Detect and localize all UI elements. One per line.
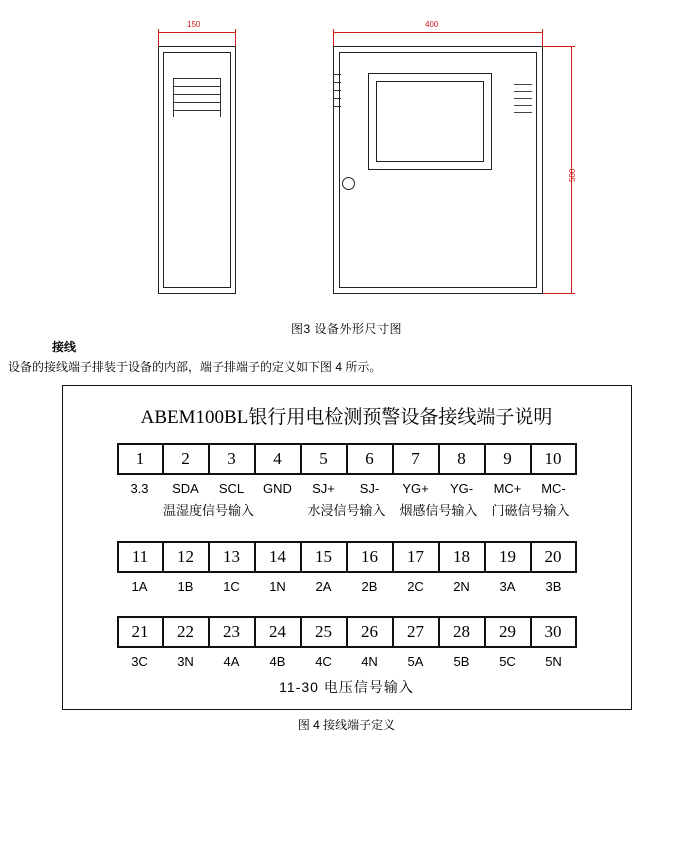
terminal-box[interactable]: 22 [163, 616, 209, 648]
terminal-label: 1N [269, 579, 286, 594]
dim-ext-line [543, 293, 571, 294]
terminal-label: MC- [541, 481, 566, 496]
terminal-label: SDA [172, 481, 199, 496]
terminal-box[interactable]: 28 [439, 616, 485, 648]
terminal-label: 2C [407, 579, 424, 594]
hinge-mark [333, 82, 341, 83]
terminal-box[interactable]: 14 [255, 541, 301, 573]
terminal-label: GND [263, 481, 292, 496]
terminal-box[interactable]: 8 [439, 443, 485, 475]
terminal-box[interactable]: 5 [301, 443, 347, 475]
terminal-box[interactable]: 20 [531, 541, 577, 573]
terminal-label: 3N [177, 654, 194, 669]
terminal-box[interactable]: 11 [117, 541, 163, 573]
terminal-label: MC+ [493, 481, 522, 496]
dim-label-front-width: 400 [425, 20, 439, 29]
dim-ext-line [235, 32, 236, 46]
terminal-label: 2N [453, 579, 470, 594]
terminal-label: 2A [315, 579, 332, 594]
louver-vent-icon [173, 78, 221, 116]
terminal-group-label-row [63, 500, 631, 519]
terminal-group-3 [63, 616, 631, 669]
dim-label-front-height: 500 [568, 168, 577, 182]
terminal-box[interactable]: 29 [485, 616, 531, 648]
terminal-number-row [63, 541, 631, 573]
terminal-box[interactable]: 10 [531, 443, 577, 475]
dim-line-side-width [158, 32, 236, 33]
terminal-label: 5B [453, 654, 470, 669]
terminal-label: 4B [269, 654, 286, 669]
terminal-box[interactable]: 7 [393, 443, 439, 475]
terminal-box[interactable]: 18 [439, 541, 485, 573]
terminal-box[interactable]: 27 [393, 616, 439, 648]
hinge-mark [333, 74, 341, 75]
terminal-box[interactable]: 15 [301, 541, 347, 573]
terminal-label: 4C [315, 654, 332, 669]
terminal-label: 3A [499, 579, 516, 594]
hinge-mark [333, 106, 341, 107]
terminal-label-row [63, 481, 631, 496]
terminal-box[interactable]: 21 [117, 616, 163, 648]
terminal-label: YG+ [402, 481, 429, 496]
terminal-label: 5A [407, 654, 424, 669]
dim-ext-line [158, 32, 159, 46]
terminal-bottom-note: 11-30 电压信号输入 [279, 679, 414, 695]
terminal-box[interactable]: 2 [163, 443, 209, 475]
terminal-label: 2B [361, 579, 378, 594]
terminal-box[interactable]: 13 [209, 541, 255, 573]
terminal-box[interactable]: 30 [531, 616, 577, 648]
terminal-box[interactable]: 16 [347, 541, 393, 573]
dim-ext-line [333, 32, 334, 46]
lock-knob-icon [342, 177, 355, 190]
terminal-box[interactable]: 9 [485, 443, 531, 475]
dim-label-side-width: 150 [187, 20, 201, 29]
hinge-mark [333, 98, 341, 99]
dim-line-front-width [333, 32, 543, 33]
terminal-label: 4N [361, 654, 378, 669]
terminal-group-label: 温湿度信号输入 [162, 503, 254, 518]
terminal-group-label: 水浸信号输入 [307, 503, 386, 518]
figure-4-caption: 图 4 接线端子定义 [297, 718, 396, 732]
terminal-box[interactable]: 17 [393, 541, 439, 573]
terminal-label: 3C [131, 654, 148, 669]
figure-4-terminal-block [62, 385, 632, 710]
terminal-box[interactable]: 6 [347, 443, 393, 475]
terminal-label: SJ- [359, 481, 380, 496]
figure-3-caption: 图3 设备外形尺寸图 [290, 322, 402, 336]
terminal-box[interactable]: 3 [209, 443, 255, 475]
terminal-label-row [63, 579, 631, 594]
terminal-box[interactable]: 12 [163, 541, 209, 573]
terminal-label: YG- [449, 481, 474, 496]
section-paragraph-wiring: 设备的接线端子排装于设备的内部，端子排端子的定义如下图 4 所示。 [8, 360, 382, 374]
hinge-mark [333, 90, 341, 91]
section-heading-wiring: 接线 [52, 340, 77, 354]
side-vent-icon [514, 84, 532, 114]
terminal-label: 1B [177, 579, 194, 594]
terminal-box[interactable]: 4 [255, 443, 301, 475]
terminal-label: 3B [545, 579, 562, 594]
terminal-label: 3.3 [130, 481, 149, 496]
terminal-box[interactable]: 26 [347, 616, 393, 648]
figure-4-title: ABEM100BL银行用电检测预警设备接线端子说明 [140, 407, 553, 428]
terminal-label: SCL [218, 481, 245, 496]
terminal-group-label: 烟感信号输入 [399, 503, 478, 518]
terminal-label-row [63, 654, 631, 669]
terminal-group-2 [63, 541, 631, 594]
dim-ext-line [542, 32, 543, 46]
terminal-group-label: 门磁信号输入 [491, 503, 570, 518]
terminal-box[interactable]: 24 [255, 616, 301, 648]
terminal-number-row [63, 616, 631, 648]
dim-ext-line [543, 46, 571, 47]
terminal-box[interactable]: 19 [485, 541, 531, 573]
terminal-box[interactable]: 1 [117, 443, 163, 475]
terminal-label: 5N [545, 654, 562, 669]
terminal-label: SJ+ [312, 481, 335, 496]
display-screen [376, 81, 484, 162]
terminal-group-1 [63, 443, 631, 519]
terminal-label: 1A [131, 579, 148, 594]
terminal-number-row [63, 443, 631, 475]
terminal-label: 1C [223, 579, 240, 594]
terminal-label: 4A [223, 654, 240, 669]
terminal-label: 5C [499, 654, 516, 669]
terminal-box[interactable]: 23 [209, 616, 255, 648]
terminal-box[interactable]: 25 [301, 616, 347, 648]
figure-3-drawing [0, 0, 693, 320]
